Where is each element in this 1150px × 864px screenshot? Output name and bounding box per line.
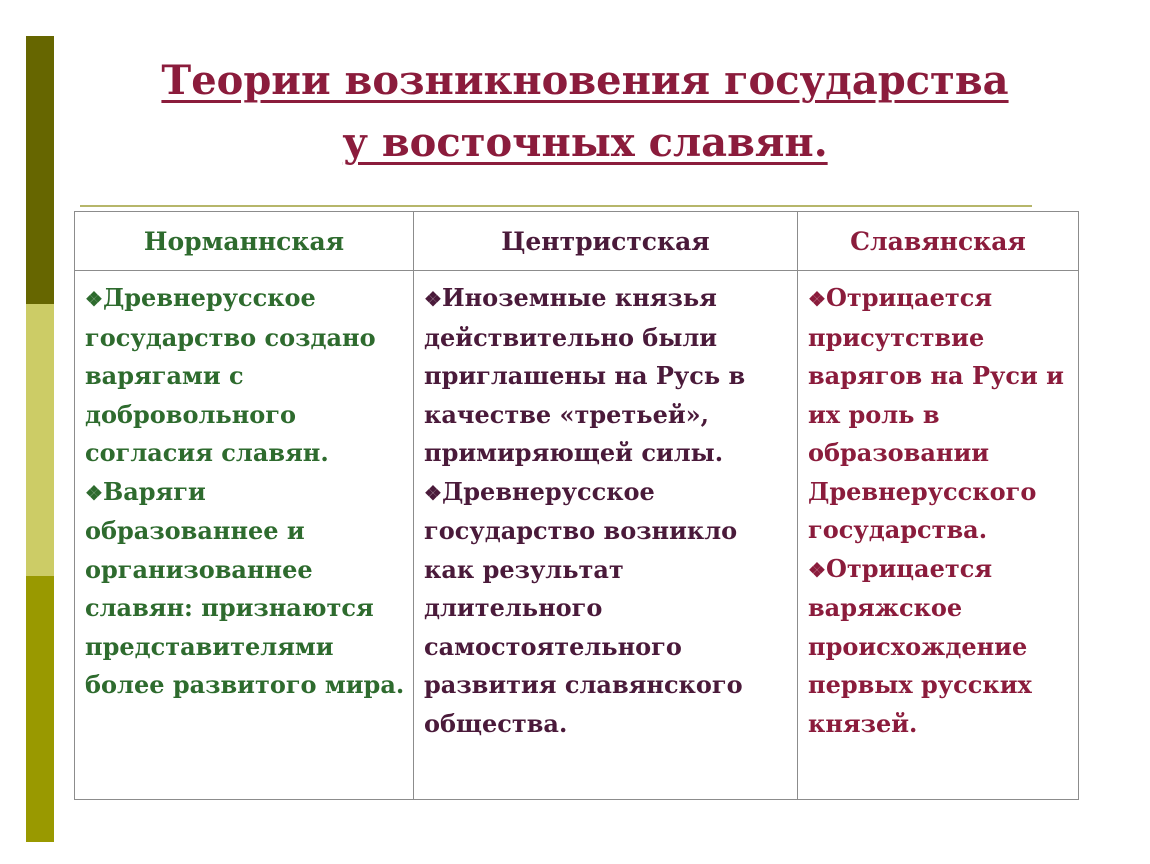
- header-slavic: Славянская: [798, 212, 1079, 271]
- slavic-point-1-text: Отрицается присутствие варягов на Руси и их роль в образовании Древнерусского государства.: [808, 283, 1064, 544]
- title-divider: [80, 205, 1032, 207]
- centrist-theory-cell: [414, 271, 798, 800]
- theories-table: [74, 211, 1079, 800]
- sidebar-accent-mid: [26, 576, 54, 842]
- norman-theory-cell: [75, 271, 414, 800]
- slide-title-line-2: у восточных славян.: [342, 119, 828, 166]
- centrist-point-1: [424, 279, 791, 473]
- centrist-point-1-text: Иноземные князья действительно были приглашены на Русь в качестве «третьей», примиряющей силы.: [424, 283, 746, 467]
- slavic-point-2: [808, 550, 1072, 744]
- norman-point-2-text: Варяги образованнее и организованнее славян: признаются представителями более развитого мира.: [85, 476, 405, 699]
- diamond-bullet-icon: ❖: [808, 557, 826, 582]
- sidebar-accent-dark: [26, 36, 54, 304]
- table-row: [75, 271, 1079, 800]
- diamond-bullet-icon: ❖: [424, 480, 442, 505]
- centrist-point-2: [424, 473, 791, 744]
- centrist-point-2-text: Древнерусское государство возникло как результат длительного самостоятельного развития славянского общества.: [424, 476, 743, 738]
- diamond-bullet-icon: ❖: [85, 480, 103, 505]
- diamond-bullet-icon: ❖: [424, 287, 442, 311]
- norman-point-1-text: Древнерусское государство создано варягами с добровольного согласия славян.: [85, 283, 376, 467]
- sidebar-accent-light: [26, 304, 54, 576]
- slavic-point-1: [808, 279, 1072, 550]
- header-norman: Норманнская: [75, 212, 414, 271]
- table-header-row: [75, 212, 1079, 271]
- diamond-bullet-icon: ❖: [85, 287, 103, 311]
- norman-point-2: [85, 473, 407, 705]
- slide-title-line-1: Теории возникновения государства: [161, 57, 1009, 104]
- norman-point-1: [85, 279, 407, 473]
- diamond-bullet-icon: ❖: [808, 287, 826, 311]
- header-centrist: Центристская: [414, 212, 798, 271]
- slavic-theory-cell: [798, 271, 1079, 800]
- slide-title: [120, 50, 1050, 174]
- slavic-point-2-text: Отрицается варяжское происхождение первых русских князей.: [808, 553, 1032, 738]
